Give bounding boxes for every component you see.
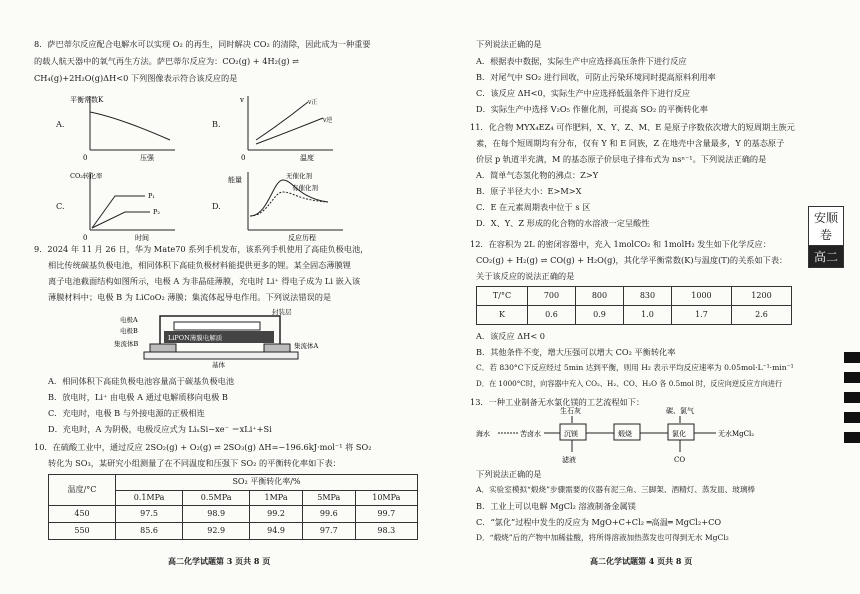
right-page-footer: 高二化学试题第 4 页共 8 页 bbox=[590, 556, 693, 566]
flow-limestone: 生石灰 bbox=[560, 407, 581, 415]
q9-option-b: B．放电时，Li⁺ 由电极 A 通过电解质移向电极 B bbox=[48, 392, 228, 402]
q11-option-d: D．X、Y、Z 形成的化合物的水溶液一定呈酸性 bbox=[476, 218, 650, 228]
q13-option-b: B．工业上可以电解 MgCl₂ 溶液制备金属镁 bbox=[476, 501, 636, 511]
q12-cell: 700 bbox=[528, 287, 576, 306]
q10-cell: 99.6 bbox=[302, 506, 355, 523]
flow-filtrate: 滤液 bbox=[562, 456, 576, 464]
side-tab bbox=[808, 206, 844, 268]
q9-option-a: A．相同体积下高硅负极电池容量高于碳基负极电池 bbox=[48, 376, 235, 386]
diagram-collector-a: 集流体A bbox=[294, 342, 319, 350]
q10-cell: 98.9 bbox=[183, 506, 250, 523]
q12-option-d: D．在 1000°C时，向容器中充入 CO₂、H₂、CO、H₂O 各 0.5mol 时，反应向逆反应方向进行 bbox=[476, 379, 783, 388]
flow-co: CO bbox=[674, 456, 686, 464]
q12-cell: 1.0 bbox=[623, 306, 671, 325]
q13-line1: 13．一种工业制备无水氯化镁的工艺流程如下： bbox=[470, 397, 645, 407]
q8-graph-b bbox=[228, 92, 338, 162]
q12-table bbox=[476, 286, 792, 325]
diagram-seal: 封装层 bbox=[272, 308, 292, 316]
table-row bbox=[49, 506, 418, 523]
q8-graph-d bbox=[228, 168, 348, 242]
q10-cell: 99.2 bbox=[250, 506, 303, 523]
graph-d-nocat: 无催化剂 bbox=[286, 172, 312, 180]
graph-c-p1: P₁ bbox=[148, 192, 155, 200]
q8-option-b: B. bbox=[212, 119, 221, 129]
q10-option-b: B．对尾气中 SO₂ 进行回收，可防止污染环境同时提高原料利用率 bbox=[476, 72, 716, 82]
q12-option-a: A．该反应 ΔH< 0 bbox=[476, 331, 545, 341]
q12-cell: 0.6 bbox=[528, 306, 576, 325]
alignment-marker bbox=[844, 412, 860, 423]
battery-diagram bbox=[114, 306, 324, 368]
q10-col: 0.5MPa bbox=[183, 490, 250, 506]
q10-option-a: A．根据表中数据，实际生产中应选择高压条件下进行反应 bbox=[476, 56, 687, 66]
q12-cell: 0.9 bbox=[575, 306, 623, 325]
q13-flowchart bbox=[476, 404, 796, 466]
graph-a-ylabel: 平衡常数K bbox=[70, 96, 104, 104]
q10-table bbox=[48, 474, 418, 540]
graph-d-cat: 有催化剂 bbox=[292, 184, 318, 192]
q12-cell: 1200 bbox=[731, 287, 791, 306]
q10-col: 5MPa bbox=[302, 490, 355, 506]
flow-precipitate-box: 沉镁 bbox=[564, 430, 578, 438]
graph-b-curve2: v逆 bbox=[323, 117, 333, 124]
table-row bbox=[477, 306, 792, 325]
flow-chlorinate-box: 氯化 bbox=[672, 430, 686, 438]
q8-line3: CH₄(g)+2H₂O(g)ΔH<0 下列图像表示符合该反应的是 bbox=[34, 73, 238, 83]
q13-option-d: D．“煅烧”后的产物中加稀盐酸，将所得溶液加热蒸发也可得到无水 MgCl₂ bbox=[476, 533, 729, 542]
q10-cell: 550 bbox=[49, 523, 116, 540]
q13-option-c: C．“氯化”过程中发生的反应为 MgO+C+Cl₂ ═高温═ MgCl₂+CO bbox=[476, 517, 722, 527]
q12-cell: 2.6 bbox=[731, 306, 791, 325]
graph-c-p2: P₂ bbox=[153, 208, 160, 216]
q12-line2: CO₂(g) + H₂(g) ⇌ CO(g) + H₂O(g)，其化学平衡常数(K)与温度(T)的关系如下表： bbox=[476, 255, 788, 265]
graph-b-origin: 0 bbox=[241, 154, 246, 162]
q12-cell: 1000 bbox=[671, 287, 731, 306]
graph-d-ylabel: 能量 bbox=[228, 176, 242, 184]
graph-b-xlabel: 温度 bbox=[300, 154, 314, 162]
q12-cell: T/°C bbox=[477, 287, 528, 306]
table-row bbox=[477, 287, 792, 306]
graph-a-origin: 0 bbox=[83, 154, 88, 162]
graph-b-ylabel: v bbox=[240, 96, 244, 104]
alignment-marker bbox=[844, 392, 860, 403]
diagram-electrolyte: LiPON薄膜电解质 bbox=[168, 334, 223, 342]
side-tab-top: 安顺卷 bbox=[809, 207, 843, 246]
q12-cell: 800 bbox=[575, 287, 623, 306]
table-row bbox=[49, 523, 418, 540]
q10-group-header: SO₂ 平衡转化率/% bbox=[116, 475, 418, 491]
flow-product: 无水MgCl₂ bbox=[718, 430, 755, 438]
q8-graph-c bbox=[70, 168, 180, 242]
q9-option-c: C．充电时，电极 B 与外接电源的正极相连 bbox=[48, 408, 205, 418]
q10-cell: 98.3 bbox=[355, 523, 417, 540]
q9-line2: 相比传统碳基负极电池，相同体积下高硅负极材料能提供更多的锂。某全固态薄膜锂 bbox=[48, 260, 351, 270]
q13-intro: 下列说法正确的是 bbox=[476, 469, 542, 479]
diagram-base: 基体 bbox=[212, 361, 225, 368]
graph-c-origin: 0 bbox=[83, 234, 88, 242]
graph-d-xlabel: 反应历程 bbox=[288, 234, 316, 242]
graph-c-xlabel: 时间 bbox=[135, 234, 149, 242]
q10-line1: 10．在硫酸工业中，通过反应 2SO₂(g) + O₂(g) ⇌ 2SO₃(g) ΔH=−196.6kJ·mol⁻¹ 将 SO₂ bbox=[34, 442, 372, 452]
q13-option-a: A．实验室模拟“煅烧”步骤需要的仪器有泥三角、三脚架、酒精灯、蒸发皿、玻璃棒 bbox=[476, 485, 756, 494]
q10-row-header: 温度/°C bbox=[49, 475, 116, 506]
graph-b-curve1: v正 bbox=[308, 99, 318, 106]
q9-option-d: D．充电时，A 为阴极，电极反应式为 LiₓSi−xe⁻ ＝xLi⁺+Si bbox=[48, 424, 272, 434]
q10-cell: 85.6 bbox=[116, 523, 183, 540]
flow-coke-chlorine: 碳、氯气 bbox=[666, 407, 694, 415]
q10-option-c: C．该反应 ΔH<0，实际生产中应选择低温条件下进行反应 bbox=[476, 88, 691, 98]
q10-col: 1MPa bbox=[250, 490, 303, 506]
q10-cell: 92.9 bbox=[183, 523, 250, 540]
q8-option-a: A. bbox=[56, 119, 65, 129]
q12-line1: 12．在容积为 2L 的密闭容器中，充入 1molCO₂ 和 1molH₂ 发生如下化学反应： bbox=[470, 239, 771, 249]
q12-line3: 关于该反应的说法正确的是 bbox=[476, 271, 575, 281]
alignment-marker bbox=[844, 372, 860, 383]
diagram-electrode-a: 电极A bbox=[120, 316, 138, 324]
flow-brine: 苦卤水 bbox=[520, 430, 541, 438]
diagram-collector-b: 集流体B bbox=[114, 340, 139, 348]
flow-seawater: 海水 bbox=[476, 430, 490, 438]
q10-cell: 94.9 bbox=[250, 523, 303, 540]
q12-cell: 1.7 bbox=[671, 306, 731, 325]
q11-option-b: B．原子半径大小：E>M>X bbox=[476, 186, 582, 196]
q10-intro: 下列说法正确的是 bbox=[476, 39, 542, 49]
q9-line1: 9．2024 年 11 月 26 日，华为 Mate70 系列手机发布，该系列手机使用了高硅负极电池， bbox=[34, 244, 369, 254]
q10-line2: 转化为 SO₃，某研究小组测量了在不同温度和压强下 SO₂ 的平衡转化率如下表： bbox=[48, 458, 341, 468]
left-page-footer: 高二化学试题第 3 页共 8 页 bbox=[168, 556, 271, 566]
side-tab-bottom: 高二 bbox=[809, 246, 843, 267]
q8-option-c: C. bbox=[56, 201, 65, 211]
q11-option-c: C．E 在元素周期表中位于 s 区 bbox=[476, 202, 591, 212]
q9-line4: 薄膜材料中；电极 B 为 LiCoO₂ 薄膜；集流体起导电作用。下列说法错误的是 bbox=[48, 292, 332, 302]
q10-cell: 99.7 bbox=[355, 506, 417, 523]
q12-option-b: B．其他条件不变，增大压强可以增大 CO₂ 平衡转化率 bbox=[476, 347, 676, 357]
q11-line1: 11．化合物 MYX₄EZ₄ 可作肥料，X、Y、Z、M、E 是原子序数依次增大的短周期主族元 bbox=[470, 122, 795, 132]
graph-a-xlabel: 压强 bbox=[140, 154, 154, 162]
q10-cell: 97.7 bbox=[302, 523, 355, 540]
q12-cell: 830 bbox=[623, 287, 671, 306]
q10-col: 10MPa bbox=[355, 490, 417, 506]
q11-line2: 素，在每个短周期均有分布，仅有 Y 和 E 同族，Z 在地壳中含量最多，Y 的基态原子 bbox=[476, 138, 785, 148]
q8-graph-a bbox=[70, 92, 180, 162]
q8-option-d: D. bbox=[212, 201, 221, 211]
flow-calcine-box: 煅烧 bbox=[618, 430, 632, 438]
q10-cell: 97.5 bbox=[116, 506, 183, 523]
q8-line1: 8．萨巴蒂尔反应配合电解水可以实现 O₂ 的再生，同时解决 CO₂ 的清除，因此成为一种重要 bbox=[34, 39, 371, 49]
alignment-marker bbox=[844, 432, 860, 443]
q11-line3: 价层 p 轨道半充满，M 的基态原子价层电子排布式为 nsⁿ⁻¹。下列说法正确的是 bbox=[476, 154, 767, 164]
graph-c-ylabel: CO₂转化率 bbox=[70, 172, 103, 180]
q11-option-a: A．简单气态氢化物的沸点：Z>Y bbox=[476, 170, 599, 180]
alignment-marker bbox=[844, 352, 860, 363]
diagram-electrode-b: 电极B bbox=[120, 327, 138, 335]
q10-cell: 450 bbox=[49, 506, 116, 523]
q10-col: 0.1MPa bbox=[116, 490, 183, 506]
q12-cell: K bbox=[477, 306, 528, 325]
q10-option-d: D．实际生产中选择 V₂O₅ 作催化剂，可提高 SO₂ 的平衡转化率 bbox=[476, 104, 708, 114]
q12-option-c: C．若 830°C下反应经过 5min 达到平衡，则用 H₂ 表示平均反应速率为 0.05mol·L⁻¹·min⁻¹ bbox=[476, 363, 794, 372]
q9-line3: 离子电池截面结构如图所示，电极 A 为非晶硅薄膜，充电时 Li⁺ 得电子成为 Li 嵌入该 bbox=[48, 276, 361, 286]
q8-line2: 的载人航天器中的氧气再生方法。萨巴蒂尔反应为：CO₂(g) + 4H₂(g) ⇌ bbox=[34, 56, 299, 66]
